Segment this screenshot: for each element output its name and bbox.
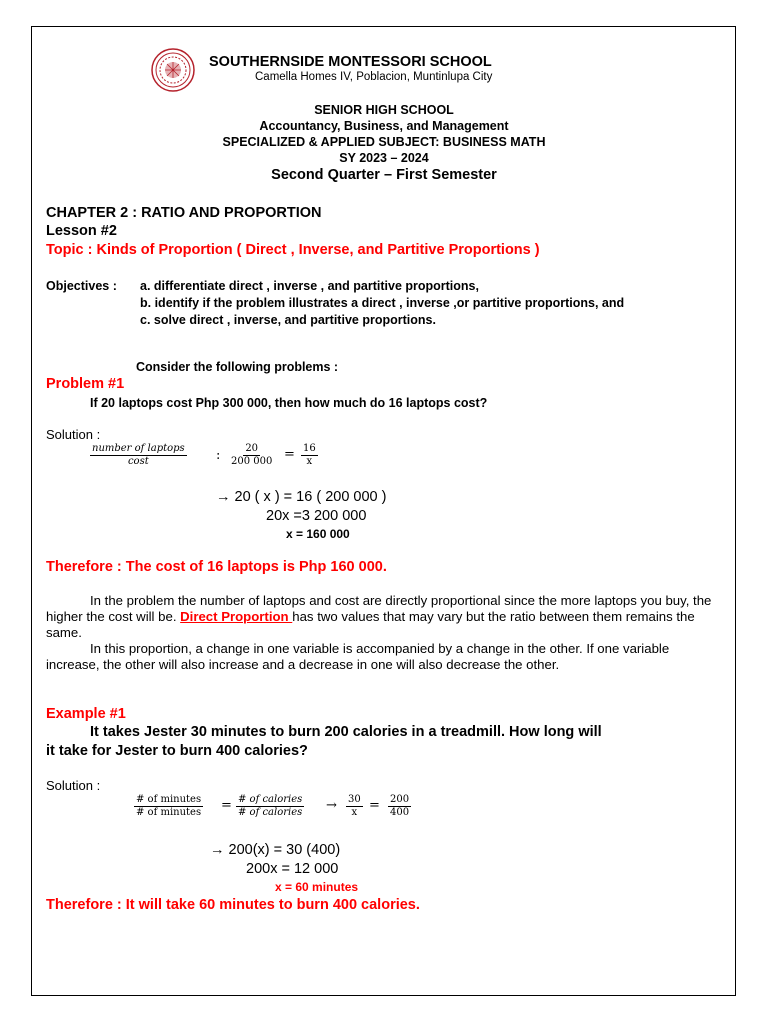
objective-item: c. solve direct , inverse, and partitive proportions. — [140, 313, 436, 327]
fraction-200-over-400 — [388, 794, 411, 819]
objective-item: a. differentiate direct , inverse , and partitive proportions, — [140, 279, 479, 293]
paragraph-text: has two values that may vary but the ratio between them remains the same. — [46, 609, 695, 640]
fraction-denominator: 200 000 — [231, 456, 273, 467]
example-1-question-line-2: it take for Jester to burn 400 calories? — [46, 743, 308, 759]
problem-1-question: If 20 laptops cost Php 300 000, then how much do 16 laptops cost? — [90, 396, 488, 410]
solution-answer: x = 60 minutes — [275, 880, 359, 894]
header-line-4: SY 2023 – 2024 — [339, 151, 429, 165]
ratio-colon: : — [216, 448, 221, 463]
quarter-heading: Second Quarter – First Semester — [271, 167, 497, 183]
fraction-numerator: 200 — [390, 794, 410, 805]
fraction-denominator: x — [306, 456, 313, 467]
solution-step-1: → 20 ( x ) = 16 ( 200 000 ) — [216, 489, 387, 505]
example-1-title: Example #1 — [46, 706, 126, 722]
direct-proportion-term: Direct Proportion — [180, 609, 293, 624]
fraction-denominator: cost — [127, 456, 149, 467]
fraction-numerator: number of laptops — [92, 443, 185, 454]
fraction-numerator: 16 — [303, 443, 316, 454]
fraction-minutes — [134, 794, 203, 819]
fraction-laptops-per-cost — [90, 443, 187, 468]
problem-1-conclusion: Therefore : The cost of 16 laptops is Php 160 000. — [46, 559, 387, 575]
fraction-numerator: # of minutes — [136, 794, 202, 805]
fraction-denominator: x — [351, 807, 358, 818]
topic-heading: Topic : Kinds of Proportion ( Direct , Inverse, and Partitive Proportions ) — [46, 242, 540, 258]
objective-item: b. identify if the problem illustrates a direct , inverse ,or partitive proportions, and — [140, 296, 625, 310]
fraction-30-over-x — [346, 794, 363, 819]
solution-step-2: 200x = 12 000 — [246, 861, 339, 877]
equals-sign: = — [284, 447, 295, 462]
school-address: Camella Homes IV, Poblacion, Muntinlupa City — [255, 71, 493, 83]
objectives-label: Objectives : — [46, 279, 117, 293]
solution-step-1: → 200(x) = 30 (400) — [210, 842, 341, 858]
fraction-numerator: # of calories — [238, 794, 303, 805]
fraction-calories — [236, 794, 304, 819]
problem-1-title: Problem #1 — [46, 376, 125, 392]
arrow-icon: → — [326, 798, 337, 813]
fraction-denominator: # of calories — [238, 807, 303, 818]
header-line-3: SPECIALIZED & APPLIED SUBJECT: BUSINESS MATH — [222, 135, 546, 149]
solution-answer: x = 160 000 — [286, 527, 350, 541]
paragraph-text: In the problem the number of laptops and cost are directly proportional since the more laptops you buy, the higher the cost will be. — [46, 593, 712, 624]
fraction-16-over-x — [301, 443, 318, 468]
example-1-conclusion: Therefore : It will take 60 minutes to burn 400 calories. — [46, 897, 420, 913]
example-1-question-line-1: It takes Jester 30 minutes to burn 200 calories in a treadmill. How long will — [90, 724, 602, 740]
fraction-denominator: 400 — [390, 807, 410, 818]
fraction-denominator: # of minutes — [136, 807, 202, 818]
direct-proportion-paragraph-2: In this proportion, a change in one variable is accompanied by a change in the other. If one variable increase, the other will also increase and a decrease in one will also decrease the other. — [46, 641, 670, 672]
solution-label: Solution : — [46, 427, 101, 442]
consider-text: Consider the following problems : — [136, 360, 339, 374]
header-line-1: SENIOR HIGH SCHOOL — [314, 103, 454, 117]
header-line-2: Accountancy, Business, and Management — [259, 119, 509, 133]
fraction-numerator: 20 — [245, 443, 259, 454]
solution-step-2: 20x =3 200 000 — [266, 508, 367, 524]
school-name: SOUTHERNSIDE MONTESSORI SCHOOL — [209, 54, 492, 70]
school-seal-logo — [151, 48, 195, 92]
equals-sign: = — [221, 798, 232, 813]
direct-proportion-paragraph-1 — [46, 593, 714, 641]
solution-label: Solution : — [46, 778, 101, 793]
chapter-title: CHAPTER 2 : RATIO AND PROPORTION — [46, 205, 322, 221]
equals-sign: = — [369, 798, 380, 813]
lesson-label: Lesson #2 — [46, 223, 117, 239]
fraction-20-over-200000 — [229, 443, 274, 468]
fraction-numerator: 30 — [348, 794, 361, 805]
